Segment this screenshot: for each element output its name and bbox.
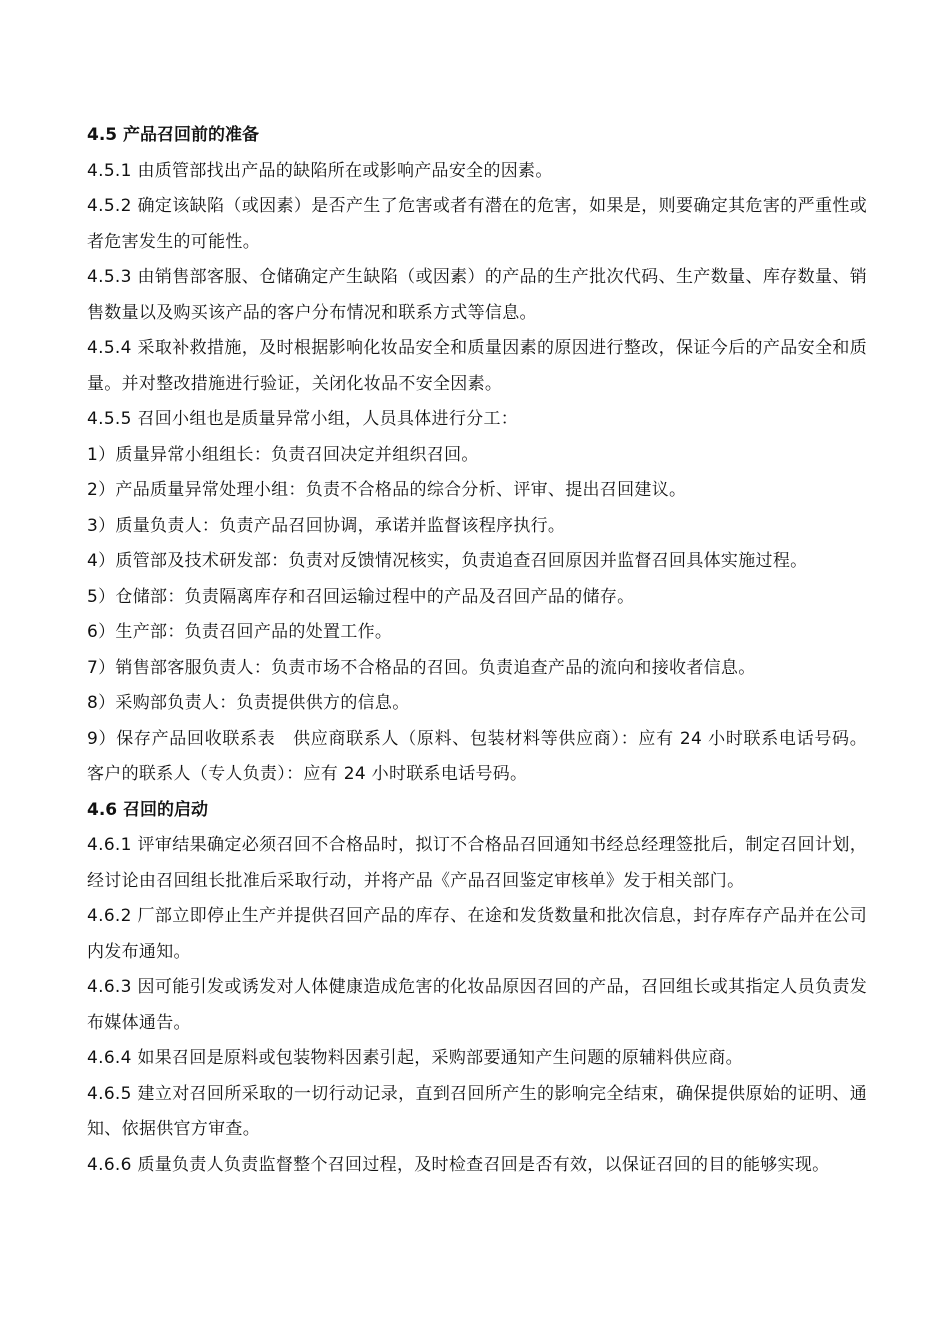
list-item-6: 6）生产部：负责召回产品的处置工作。 [87, 622, 393, 642]
list-item-2: 2）产品质量异常处理小组：负责不合格品的综合分析、评审、提出召回建议。 [87, 480, 687, 500]
paragraph-4-5-4: 4.5.4 采取补救措施，及时根据影响化妆品安全和质量因素的原因进行整改，保证今后的产品安全和质量。并对整改措施进行验证，关闭化妆品不安全因素。 [87, 338, 867, 394]
paragraph-4-6-1: 4.6.1 评审结果确定必须召回不合格品时，拟订不合格品召回通知书经总经理签批后，制定召回计划，经讨论由召回组长批准后采取行动，并将产品《产品召回鉴定审核单》发于相关部门。 [87, 835, 867, 891]
paragraph-4-5-1: 4.5.1 由质管部找出产品的缺陷所在或影响产品安全的因素。 [87, 160, 553, 181]
document-body [87, 118, 867, 1183]
list-item-9: 9）保存产品回收联系表 供应商联系人（原料、包装材料等供应商）：应有 24 小时联系电话号码。客户的联系人（专人负责）：应有 24 小时联系电话号码。 [87, 728, 867, 784]
list-item-3: 3）质量负责人：负责产品召回协调，承诺并监督该程序执行。 [87, 515, 566, 536]
paragraph-4-6-5: 4.6.5 建立对召回所采取的一切行动记录，直到召回所产生的影响完全结束，确保提供原始的证明、通知、依据供官方审查。 [87, 1083, 867, 1139]
paragraph-4-6-6: 4.6.6 质量负责人负责监督整个召回过程，及时检查召回是否有效，以保证召回的目的能够实现。 [87, 1154, 830, 1175]
list-item-5: 5）仓储部：负责隔离库存和召回运输过程中的产品及召回产品的储存。 [87, 586, 635, 607]
section-heading-4-5: 4.5 产品召回前的准备 [87, 125, 260, 145]
list-item-1: 1）质量异常小组组长：负责召回决定并组织召回。 [87, 444, 479, 465]
section-heading-4-6: 4.6 召回的启动 [87, 799, 209, 820]
list-item-8: 8）采购部负责人：负责提供供方的信息。 [87, 693, 410, 713]
paragraph-4-5-5: 4.5.5 召回小组也是质量异常小组，人员具体进行分工： [87, 409, 519, 429]
paragraph-4-6-2: 4.6.2 厂部立即停止生产并提供召回产品的库存、在途和发货数量和批次信息，封存库存产品并在公司内发布通知。 [87, 906, 867, 962]
paragraph-4-5-3: 4.5.3 由销售部客服、仓储确定产生缺陷（或因素）的产品的生产批次代码、生产数量、库存数量、销售数量以及购买该产品的客户分布情况和联系方式等信息。 [87, 267, 867, 323]
paragraph-4-6-4: 4.6.4 如果召回是原料或包装物料因素引起，采购部要通知产生问题的原辅料供应商。 [87, 1048, 743, 1068]
paragraph-4-6-3: 4.6.3 因可能引发或诱发对人体健康造成危害的化妆品原因召回的产品，召回组长或其指定人员负责发布媒体通告。 [87, 977, 867, 1033]
list-item-7: 7）销售部客服负责人：负责市场不合格品的召回。负责追查产品的流向和接收者信息。 [87, 657, 756, 678]
list-item-4: 4）质管部及技术研发部：负责对反馈情况核实，负责追查召回原因并监督召回具体实施过程。 [87, 551, 808, 571]
paragraph-4-5-2: 4.5.2 确定该缺陷（或因素）是否产生了危害或者有潜在的危害，如果是，则要确定其危害的严重性或者危害发生的可能性。 [87, 196, 867, 252]
